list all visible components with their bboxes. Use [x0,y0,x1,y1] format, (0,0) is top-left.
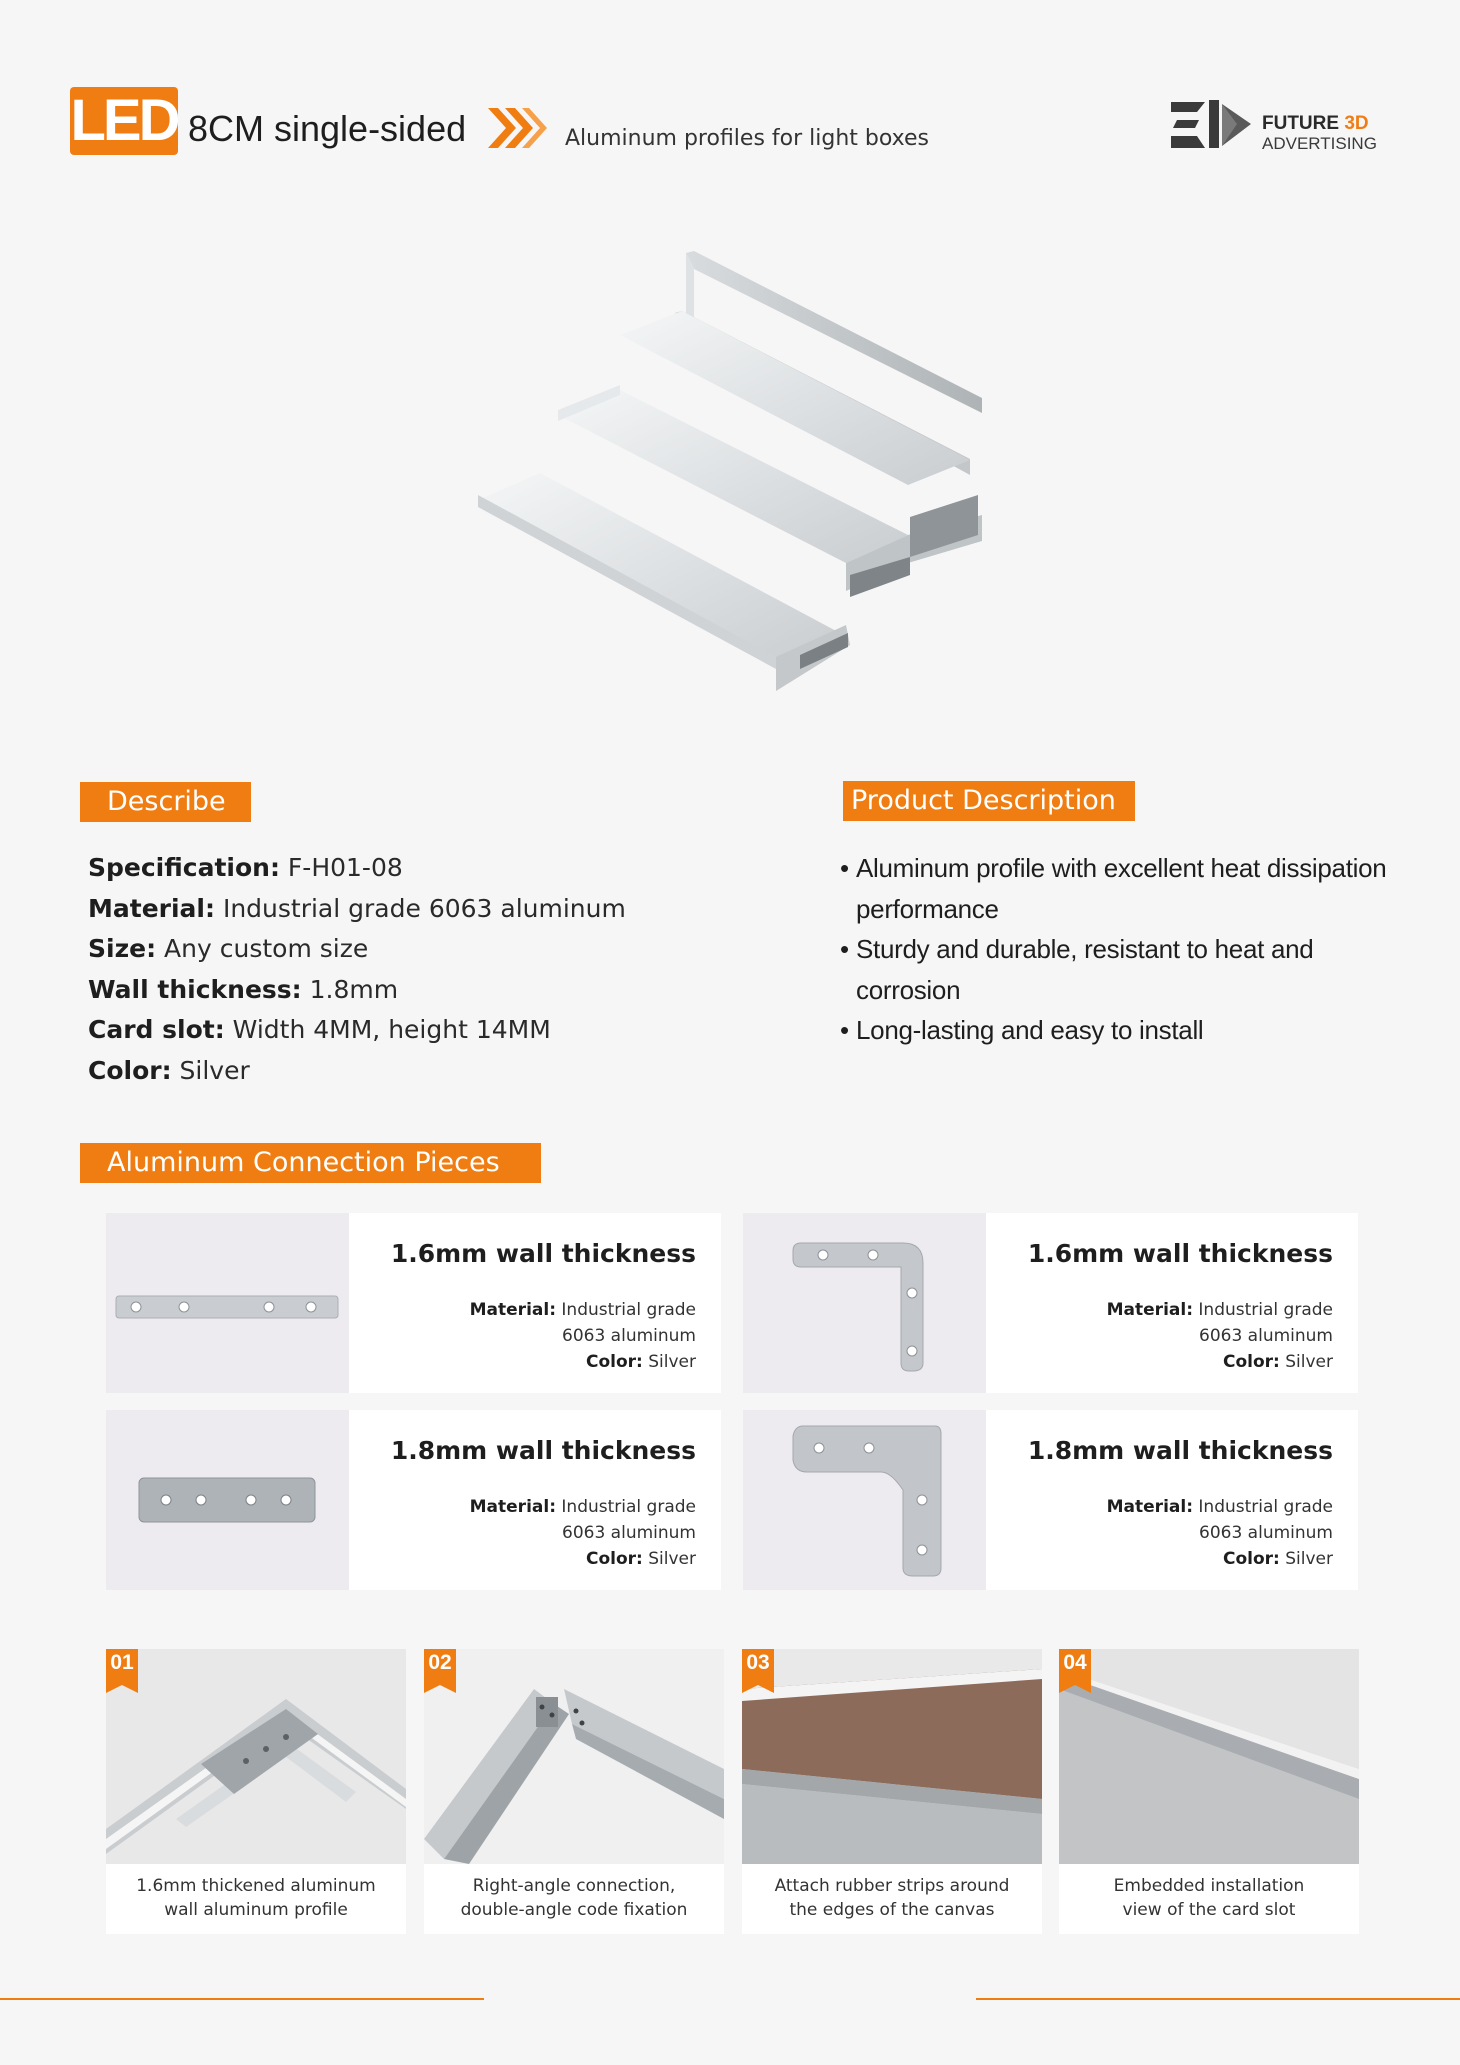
product-description-tag: Product Description [843,781,1135,821]
step-caption: Right-angle connection, double-angle code fixation [460,1876,688,1920]
step-photo [742,1649,1042,1864]
product-bullets [840,848,1400,1051]
spec-row: Wall thickness: 1.8mm [88,974,399,1004]
led-badge: LED [70,88,178,153]
connection-card [743,1213,1358,1393]
aluminum-profile-image [470,245,990,705]
step-number: 04 [1063,1651,1087,1674]
step-photo [424,1649,724,1864]
card-details: Material: Industrial grade 6063 aluminum Color: Silver [1106,1497,1333,1569]
step-card [106,1649,406,1934]
card-title: 1.8mm wall thickness [390,1436,696,1465]
card-title: 1.6mm wall thickness [1027,1239,1333,1268]
connection-card [106,1410,721,1590]
card-details: Material: Industrial grade 6063 aluminum Color: Silver [1106,1300,1333,1372]
step-number: 02 [428,1651,452,1674]
step-card [424,1649,724,1934]
spec-row: Specification: F-H01-08 [88,853,403,882]
step-caption: Attach rubber strips around the edges of the canvas [774,1876,1010,1920]
spec-row: Material: Industrial grade 6063 aluminum [88,893,626,923]
step-photo [1059,1649,1359,1864]
step-number: 01 [110,1651,134,1674]
bullet-item: • Long-lasting and easy to install [840,1010,1400,1051]
connection-card [106,1213,721,1393]
describe-tag: Describe [80,782,251,822]
spec-row: Card slot: Width 4MM, height 14MM [88,1015,551,1044]
bullet-item: • Aluminum profile with excellent heat dissipation performance [840,848,1400,929]
step-number: 03 [746,1651,770,1674]
flat-plate-image [106,1410,349,1590]
spec-row: Color: Silver [88,1055,250,1085]
step-photo [106,1649,406,1864]
connection-pieces-tag: Aluminum Connection Pieces [80,1143,541,1183]
card-title: 1.8mm wall thickness [1027,1436,1333,1465]
page-subtitle: Aluminum profiles for light boxes [565,126,929,151]
straight-bracket-image [106,1213,349,1393]
step-card [742,1649,1042,1934]
footer-divider [0,1998,484,2000]
brand-name: FUTURE 3D ADVERTISING [1262,113,1377,153]
bullet-item: • Sturdy and durable, resistant to heat and corrosion [840,929,1400,1010]
spec-row: Size: Any custom size [88,934,369,963]
brand-logo-icon [1167,98,1253,152]
card-details: Material: Industrial grade 6063 aluminum Color: Silver [469,1497,696,1569]
card-details: Material: Industrial grade 6063 aluminum Color: Silver [469,1300,696,1372]
step-caption: Embedded installation view of the card slot [1113,1876,1305,1920]
footer-divider [976,1998,1460,2000]
step-card [1059,1649,1359,1934]
corner-bracket-image [743,1213,986,1393]
spec-list [88,848,626,1091]
page-title: 8CM single-sided [188,108,467,149]
double-chevron-icon [488,104,548,152]
step-caption: 1.6mm thickened aluminum wall aluminum profile [136,1876,376,1920]
card-title: 1.6mm wall thickness [390,1239,696,1268]
wide-corner-plate-image [743,1410,986,1590]
connection-card [743,1410,1358,1590]
